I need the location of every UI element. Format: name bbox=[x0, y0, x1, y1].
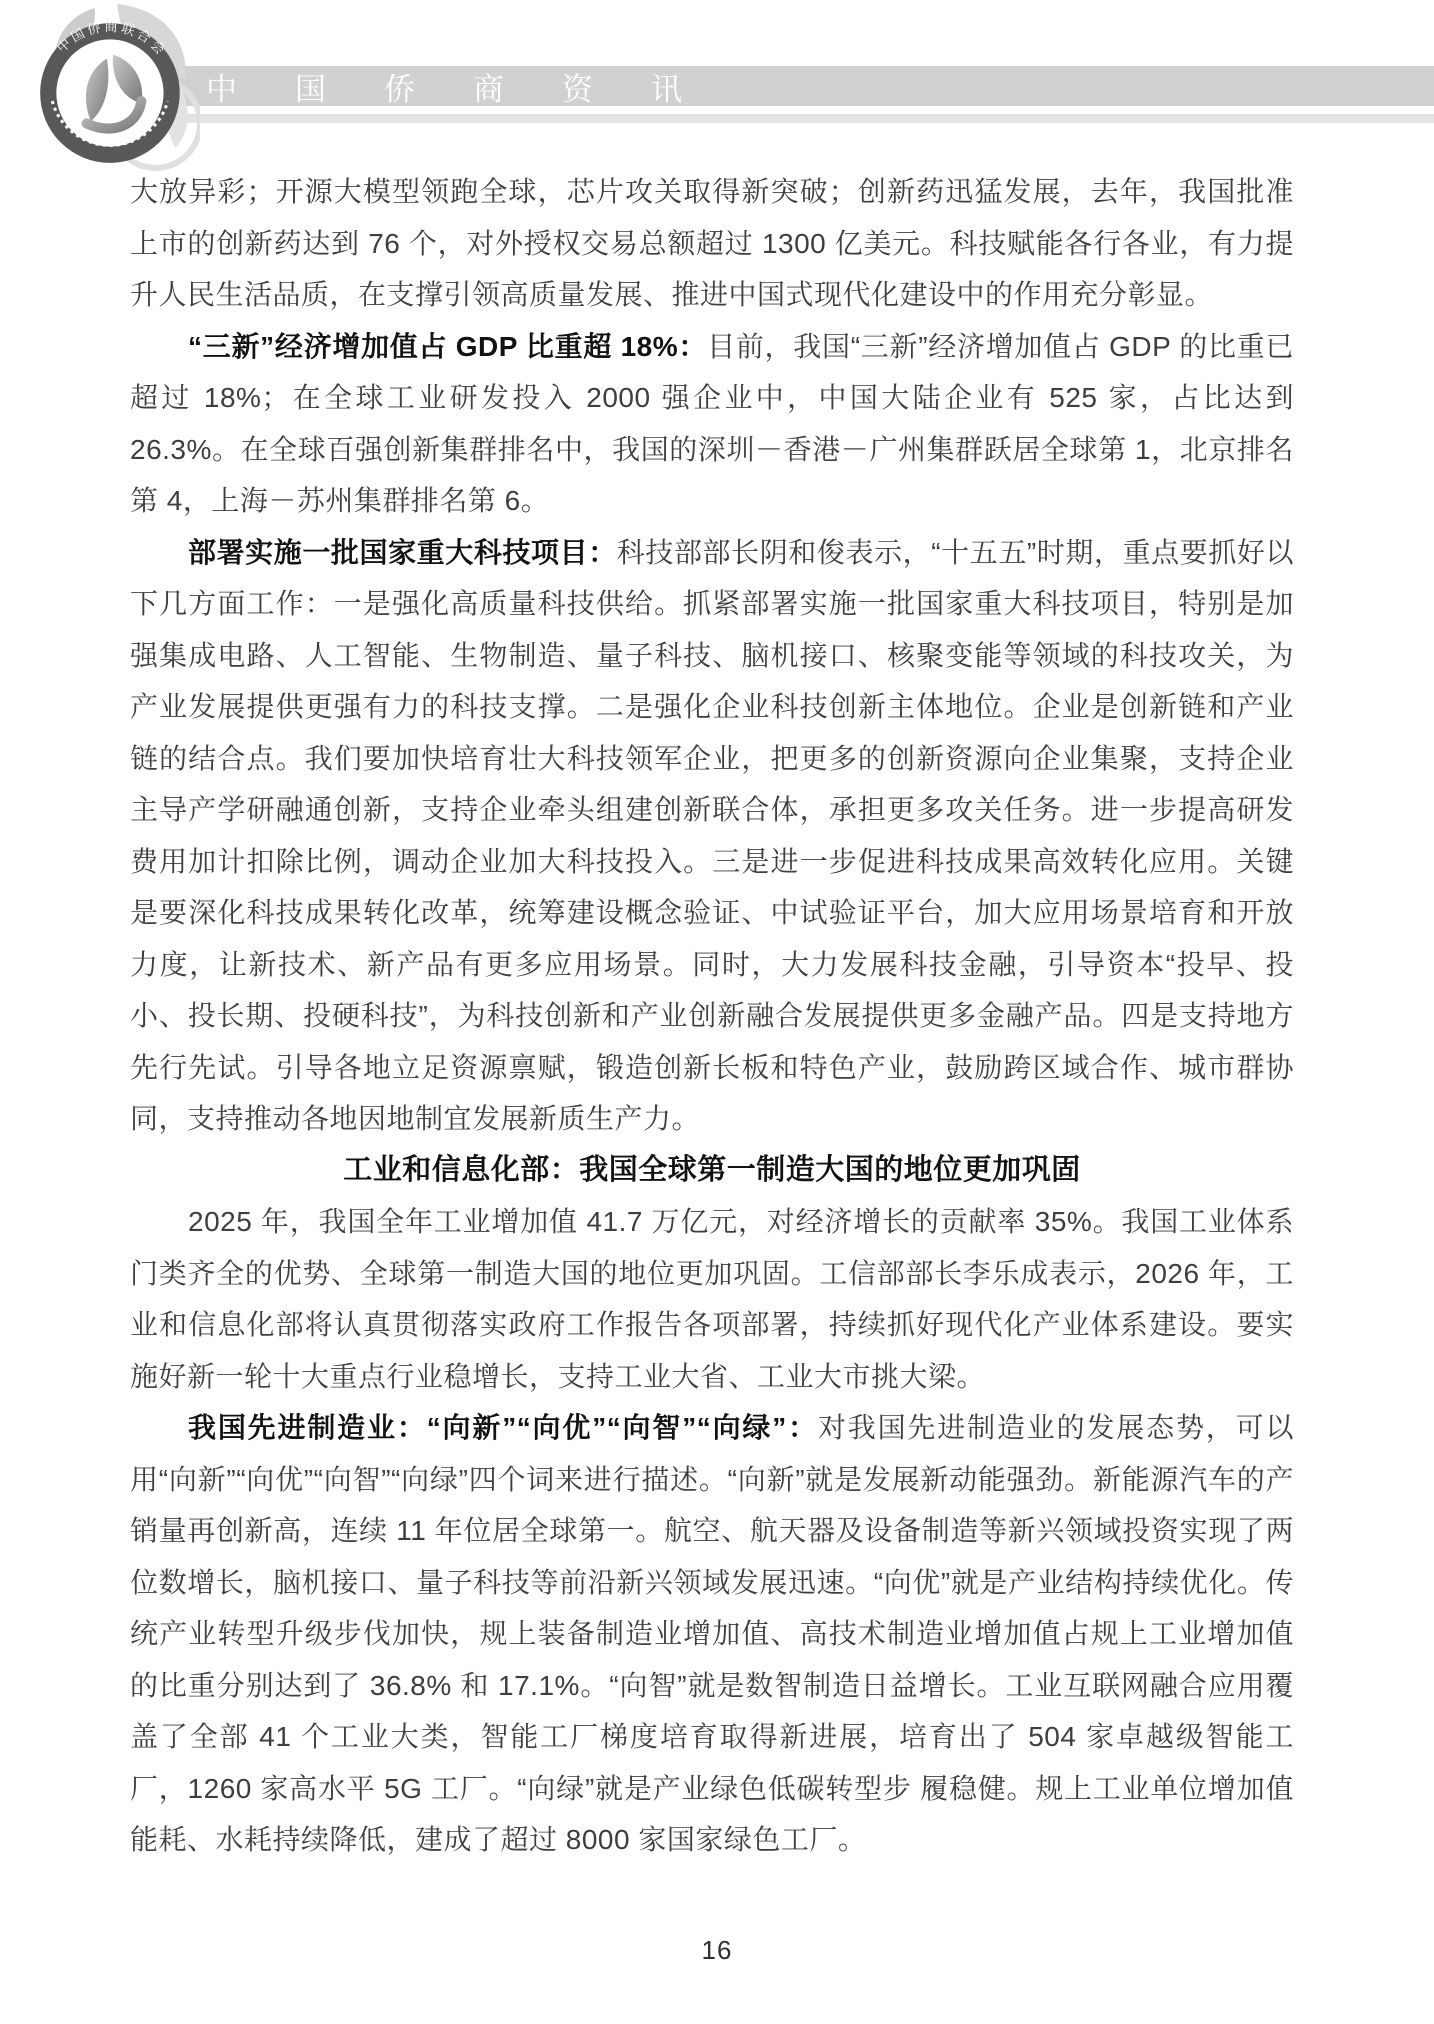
masthead-title: 中国侨商资讯 bbox=[206, 71, 740, 107]
section-heading: 工业和信息化部：我国全球第一制造大国的地位更加巩固 bbox=[343, 1153, 1081, 1186]
paragraph-advanced-manufacturing bbox=[130, 1402, 1294, 1866]
paragraph-continuation bbox=[130, 166, 1294, 321]
paragraph-lead: “三新”经济增加值占 GDP 比重超 18%： bbox=[188, 330, 708, 362]
paragraph-lead: 部署实施一批国家重大科技项目： bbox=[188, 536, 617, 568]
paragraph-text: 科技部部长阴和俊表示，“十五五”时期，重点要抓好以下几方面工作：一是强化高质量科技供给。抓紧部署实施一批国家重大科技项目，特别是加强集成电路、人工智能、生物制造、量子科技、脑机接口、核聚变能等领域的科技攻关，为产业发展提供更强有力的科技支撑。二是强化企业科技创新主体地位。企业是创新链和产业链的结合点。我们要加快培育壮大科技领军企业，把更多的创新资源向企业集聚，支持企业主导产学研融通创新，支持企业牵头组建创新联合体，承担更多攻关任务。进一步提高研发费用加计扣除比例，调动企业加大科技投入。三是进一步促进科技成果高效转化应用。关键是要深化科技成果转化改革，统筹建设概念验证、中试验证平台，加大应用场景培育和开放力度，让新技术、新产品有更多应用场景。同时，大力发展科技金融，引导资本“投早、投小、投长期、投硬科技”，为科技创新和产业创新融合发展提供更多金融产品。四是支持地方先行先试。引导各地立足资源禀赋，锻造创新长板和特色产业，鼓励跨区域合作、城市群协同，支持推动各地因地制宜发展新质生产力。 bbox=[130, 536, 1294, 1134]
paragraph-industry-2025 bbox=[130, 1196, 1294, 1402]
paragraph-major-sci-tech-projects bbox=[130, 527, 1294, 1145]
logo-ring-text: 中国侨商联合会 bbox=[53, 19, 170, 60]
paragraph-text: 对我国先进制造业的发展态势，可以用“向新”“向优”“向智”“向绿”四个词来进行描述。“向新”就是发展新动能强劲。新能源汽车的产销量再创新高，连续 11 年位居全球第一。航空、航天器及设备制造等新兴领域投资实现了两位数增长，脑机接口、量子科技等前沿新兴领域发展迅速。“向优”就是产业结构持续优化。传统产业转型升级步伐加快，规上装备制造业增加值、高技术制造业增加值占规上工业增加值的比重分别达到了 36.8% 和 17.1%。“向智”就是数智制造日益增长。工业互联网融合应用覆盖了全部 41 个工业大类，智能工厂梯度培育取得新进展，培育出了 504 家卓越级智能工厂，1260 家高水平 5G 工厂。“向绿”就是产业绿色低碳转型步 履稳健。规上工业单位增加值能耗、水耗持续降低，建成了超过 8000 家国家绿色工厂。 bbox=[130, 1412, 1294, 1855]
paragraph-lead: 我国先进制造业：“向新”“向优”“向智”“向绿”： bbox=[188, 1412, 818, 1443]
page-number: 16 bbox=[701, 1935, 733, 1965]
masthead-underline bbox=[170, 114, 1434, 123]
article-body bbox=[130, 166, 1294, 1866]
org-logo-icon bbox=[28, 2, 200, 174]
masthead-banner bbox=[150, 66, 1434, 106]
paragraph-text: 2025 年，我国全年工业增加值 41.7 万亿元，对经济增长的贡献率 35%。我国工业体系门类齐全的优势、全球第一制造大国的地位更加巩固。工信部部长李乐成表示，2026 年，工业和信息化部将认真贯彻落实政府工作报告各项部署，持续抓好现代化产业体系建设。要实施好新一轮十大重点行业稳增长，支持工业大省、工业大市挑大梁。 bbox=[130, 1206, 1294, 1392]
paragraph-text: 目前，我国“三新”经济增加值占 GDP 的比重已超过 18%；在全球工业研发投入 2000 强企业中，中国大陆企业有 525 家，占比达到 26.3%。在全球百强创新集群排名中，我国的深圳－香港－广州集群跃居全球第 1，北京排名第 4，上海－苏州集群排名第 6。 bbox=[130, 330, 1294, 516]
paragraph-text: 大放异彩；开源大模型领跑全球，芯片攻关取得新突破；创新药迅猛发展，去年，我国批准上市的创新药达到 76 个，对外授权交易总额超过 1300 亿美元。科技赋能各行各业，有力提升人民生活品质，在支撑引领高质量发展、推进中国式现代化建设中的作用充分彰显。 bbox=[130, 176, 1294, 310]
paragraph-sanxin-gdp bbox=[130, 321, 1294, 527]
